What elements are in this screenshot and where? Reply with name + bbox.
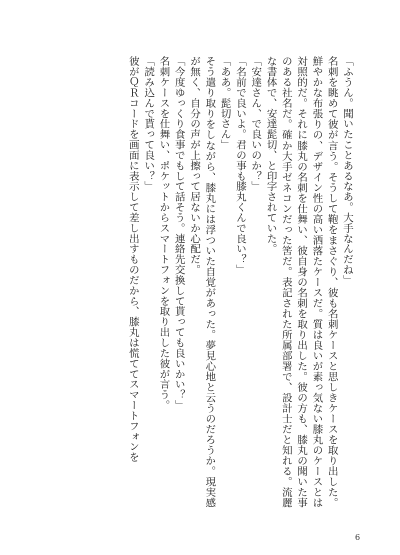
paragraph: 「読み込んで貰って良い？」 <box>142 56 155 192</box>
paragraph: 名刺を眺めて彼が言う。そうして鞄をまさぐり、彼も名刺ケースと思しきケースを取り出した。鮮やかな布張りの、デザイン性の高い洒落たケースだ。質は良いが素っ気ない膝丸のケースとは対照的だ。それに膝丸の名刺を仕舞い、彼自身の名刺を取り出した。彼の方も、膝丸の聞いた事のある社名だ。確か大手ゼネコンだった筈だ。表記された所属部署で、設計士だと知れる。流麗な書体で、安達髭切、と印字されていた。 <box>264 56 338 508</box>
paragraph: 「名前で良いよ。君の事も膝丸くんで良い？」 <box>233 56 246 275</box>
page-number: 6 <box>355 533 361 542</box>
vertical-text-body <box>125 56 354 508</box>
paragraph: 彼がＱＲコードを画面に表示して差し出すものだから、膝丸は慌ててスマートフォンを <box>126 56 139 463</box>
paragraph: そう遣り取りをしながら、膝丸には浮ついた自覚があった。夢見心地と云うのだろうか。現実感が無く、自分の声が上擦って居ないか心配だ。 <box>188 56 216 508</box>
paragraph: 「今度ゆっくり食事でもして話そう。連絡先交換して貰っても良いかい？」 <box>172 56 185 411</box>
paragraph: 「ああ。髭切さん」 <box>218 56 231 150</box>
paragraph: 「安達さん、で良いのか？」 <box>249 56 262 192</box>
paragraph: 名刺ケースを仕舞い、ポケットからスマートフォンを取り出した彼が言う。 <box>157 56 170 411</box>
paragraph: 「ふうん。聞いたことあるなあ。大手なんだね」 <box>341 56 353 286</box>
